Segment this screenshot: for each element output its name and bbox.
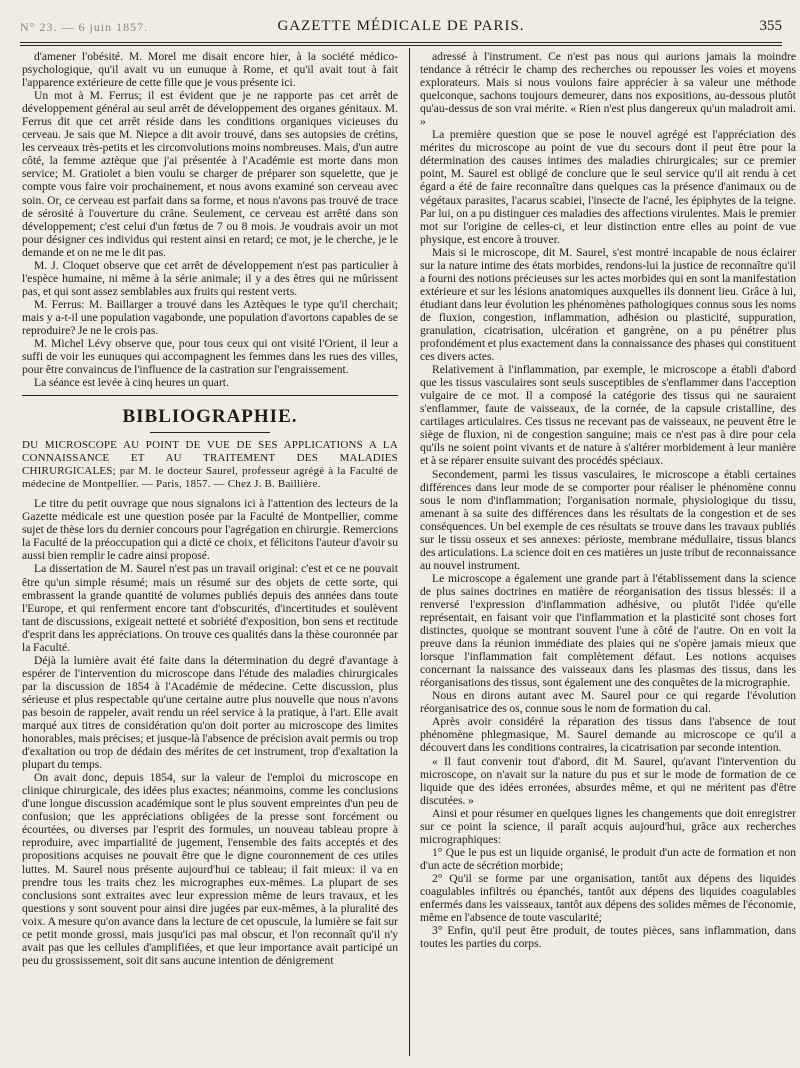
paragraph: M. Ferrus: M. Baillarger a trouvé dans les Aztèques le type qu'il cherchait; mais y a-t-il une population vagabonde, une population d'avortons capables de se reproduire? Je ne le crois pas. [22,297,398,337]
paragraph: Mais si le microscope, dit M. Saurel, s'est montré incapable de nous éclairer sur la nature intime des états morbides, rendons-lui la justice de reconnaître qu'il a fourni des notions précieuses sur les actes morbides qui en sont la manifestation extérieure et sur les lésions anatomiques auxquelles ils donnent lieu. Grâce à lui, étudiant dans leur évolution les phénomènes pathologiques connus sous les noms de fluxion, congestion, inflammation, adhésion ou plasticité, suppuration, granulation, cicatrisation, ulcération et gangrène, on a pu pénétrer plus profondément et plus exactement dans la connaissance des phases qui constituent ces divers actes. [420,245,796,364]
paragraph: adressé à l'instrument. Ce n'est pas nous qui aurions jamais la moindre tendance à rétrécir le champ des recherches ou repousser les voies et moyens explorateurs. Mais si nous voulons faire apprécier à sa valeur une méthode quelconque, sachons toujours demeurer, dans nos expositions, au-dessous plutôt qu'au-dessus de son vrai mérite. « Rien n'est plus dangereux qu'un maladroit ami. » [420,50,796,129]
quote-paragraph: « Il faut convenir tout d'abord, dit M. Saurel, qu'avant l'intervention du microscope, on n'avait sur la nature du pus et sur le mode de formation de ce liquide que des idées erronées, absurdes même, et qui ne méritent pas d'être discutées. » [420,754,796,807]
book-reference: DU MICROSCOPE AU POINT DE VUE DE SES APPLICATIONS A LA CONNAISSANCE ET AU TRAITEMENT DES MALADIES CHIRURGICALES; par M. le docteur Saurel, professeur agrégé à la Faculté de médecine de Montpellier. — Paris, 1857. — Chez J. B. Baillière. [22,439,398,491]
paragraph: Déjà la lumière avait été faite dans la détermination du degré d'avantage à espérer de l'intervention du microscope dans l'étude des maladies chirurgicales par la discussion de 1854 à l'Académie de médecine. Cette discussion, plus sérieuse et plus respectable qu'une certaine autre plus nouvelle que nous n'avons pas besoin de rappeler, avait rendu un réel service à la pratique, à l'art. Elle avait marqué aux titres de considération qu'on doit porter au microscope des limites honorables, mais précises; et jusque-là l'absence de précision avait permis ou trop d'exaltation ou trop de dédain des mérites de cet instrument, trop d'exaltation la plupart du temps. [22,653,398,772]
section-title: BIBLIOGRAPHIE. [122,406,298,428]
paragraph: M. J. Cloquet observe que cet arrêt de développement n'est pas particulier à l'espèce humaine, ni même à la série animale; il y a des êtres qui ne mûrissent pas, et qui sont assez semblables aux fruits qui restent verts. [22,258,398,298]
page-header [20,18,782,40]
section-rule [22,395,398,396]
paragraph: On avait donc, depuis 1854, sur la valeur de l'emploi du microscope en clinique chirurgicale, des idées plus exactes; néanmoins, comme les conclusions d'une longue discussion académique sont le plus souvent empreintes d'un peu de confusion; que les appréciations obligées de la presse sont forcément ou écourtées, ou diverses par l'esprit des formules, un nouveau tableau propre à reproduire, avec impartialité de jugement, l'ensemble des faits acceptés et des propositions acquises ne pouvait être que le digne couronnement de ces utiles luttes. M. Saurel nous présente aujourd'hui ce tableau; il fait mieux: il va en prendre tous les traits chez les micrographes eux-mêmes. La plupart de ses conclusions sont extraites avec leur expression même de leurs travaux, et les questions y sont souvent pour ainsi dire jugées par eux-mêmes, à la pluralité des voix. A mesure qu'on avance dans la lecture de cet opuscule, la lumière se fait sur ce petit monde grossi, mais jusqu'ici pas mal obscur, et l'on reconnaît qu'il n'y avait pas que les cellules d'amplifiées, et que leur importance avait participé un peu du grossissement, soit dit sans aucune intention de dénigrement [22,771,398,967]
paragraph: Après avoir considéré la réparation des tissus dans l'absence de tout phénomène phlegmasique, M. Saurel demande au microscope ce qu'il a découvert dans les conditions contraires, la cicatrisation par seconde intention. [420,715,796,755]
issue-date: N° 23. — 6 juin 1857. [20,20,149,34]
list-item: 2° Qu'il se forme par une organisation, tantôt aux dépens des liquides coagulables infiltrés ou épanchés, tantôt aux dépens des liquides coagulables enfermés dans les vaisseaux, tantôt aux dépens des solides mêmes de l'économie, même en l'absence de toute vascularité; [420,871,796,925]
title-underline [150,432,270,433]
column-divider [409,48,410,1056]
list-item: 1° Que le pus est un liquide organisé, le produit d'un acte de formation et non d'un acte de sécrétion morbide; [420,845,796,872]
page-number: 355 [759,18,782,34]
paragraph: Le titre du petit ouvrage que nous signalons ici à l'attention des lecteurs de la Gazette médicale est une question posée par la Faculté de Montpellier, comme sujet de thèse lors du dernier concours pour l'agrégation en chirurgie. Remercions la Faculté de la préoccupation qui a dicté ce choix, et félicitons l'auteur d'avoir su aussi bien remplir le cadre ainsi proposé. [22,497,398,563]
paragraph: M. Michel Lévy observe que, pour tous ceux qui ont visité l'Orient, il leur a suffi de voir les eunuques qui accompagnent les femmes dans les rues des villes, pour être convaincus de l'influence de la castration sur l'engraissement. [22,337,398,377]
paragraph: Ainsi et pour résumer en quelques lignes les changements que doit enregistrer sur ce point la science, il paraît acquis aujourd'hui, grâce aux recherches micrographiques: [420,806,796,846]
header-rule-bottom [20,45,782,46]
journal-title: GAZETTE MÉDICALE DE PARIS. [277,18,525,34]
paragraph: Relativement à l'inflammation, par exemple, le microscope a établi d'abord que les tissus vasculaires sont seuls susceptibles de s'enflammer dans l'acception vulgaire de ce mot. Il a composé la catégorie des tissus qui ne sauraient s'enflammer, faute de vaisseaux, de la cornée, de la capsule cristalline, des cartilages articulaires. Ces tissus ne recevant pas de vaisseaux, ne peuvent être le siège de fluxion, ni de congestion sanguine; mais ce n'est pas à dire pour cela qu'ils ne soient point vivants et de nature à s'altérer morbidement à leur manière et à se réparer ensuite suivant des procédés spéciaux. [420,363,796,468]
header-rule-top [20,42,782,43]
paragraph: La séance est levée à cinq heures un quart. [34,376,229,390]
paragraph: d'amener l'obésité. M. Morel me disait encore hier, à la société médico-psychologique, qu'il avait vu un eunuque à Rome, et qu'il avait tout à fait l'apparence extérieure de cette fille que je vous présente ici. [22,50,398,90]
paragraph: La première question que se pose le nouvel agrégé est l'appréciation des mérites du microscope au point de vue du secours dont il peut être pour la détermination des causes intimes des maladies chirurgicales; sur ce premier point, M. Saurel est obligé de conclure que le seul service qu'il ait rendu à cet égard a été de faire reconnaître dans quelques cas la présence d'animaux ou de végétaux parasites, l'acarus scabiei, l'insecte de l'acné, les épiphytes de la teigne. Par lui, on a pu distinguer ces maladies des affections virulentes. Mais le premier mot sur l'origine de celles-ci, et leur distinction entre elles au point de vue physique, est encore à trouver. [420,128,796,246]
list-item: 3° Enfin, qu'il peut être produit, de toutes pièces, sans inflammation, dans toutes les parties du corps. [420,924,796,951]
paragraph: La dissertation de M. Saurel n'est pas un travail original: c'est et ce ne pouvait être qu'un simple résumé; mais un résumé sur des objets de cette sorte, qui embrassent la grande quantité de volumes publiés depuis des années dans toute l'Europe, et qui renferment encore tant d'obscurités, d'incertitudes et soulèvent tant de discussions, exigeait netteté et sobriété d'exposition, bon sens et rectitude d'esprit dans les appréciations. On trouve ces qualités dans la thèse couronnée par la Faculté. [22,562,398,654]
right-column [420,50,796,950]
left-column [22,50,398,967]
paragraph: Un mot à M. Ferrus; il est évident que je ne rapporte pas cet arrêt de développement général au seul arrêt de développement des organes génitaux. M. Ferrus dit que cet arrêt réside dans les conditions organiques vicieuses du cerveau. Je sais que M. Niepce a dit avoir trouvé, dans ses autopsies de crétins, les cerveaux très-petits et les circonvolutions moins nombreuses. Mais, d'un autre côté, la femme aztèque que j'ai présentée à l'Académie est morte dans mon service; M. Gratiolet a bien voulu se charger de préparer son squelette, que je compte vous faire voir prochainement, et nous avons examiné son cerveau avec soin. Or, ce cerveau est parfait dans sa forme, et nous n'avons pas trouvé de trace de sérosité à l'ouverture du crâne. Seulement, ce cerveau est arrêté dans son développement; c'est celui d'un fœtus de 7 ou 8 mois. Je voudrais avoir un mot pour désigner ces individus qui restent ainsi en retard; ce mot, je le cherche, je le demande et on ne me le dit pas. [22,89,398,259]
paragraph: Secondement, parmi les tissus vasculaires, le microscope a établi certaines différences dans leur mode de se comporter pour réaliser le phénomène connu sous le nom d'inflammation; l'organisation normale, physiologique du tissu, amenant à sa suite des différences dans les résultats de la congestion et de ses conséquences. Un bel exemple de ces résultats se trouve dans les travaux publiés sur le tissu osseux et ses annexes: périoste, membrane médullaire, tissus blancs des articulations. La science doit en ces matières un juste tribut de reconnaissance au nouvel instrument. [420,467,796,572]
paragraph: Le microscope a également une grande part à l'établissement dans la science de plus saines doctrines en matière de réorganisation des tissus blessés: il a renversé l'expression d'inflammation adhésive, ou plutôt l'idée qu'elle représentait, en faisant voir que l'inflammation et la plasticité sont choses fort distinctes, quoique se montrant souvent l'une à côté de l'autre. On en voit la preuve dans la réunion immédiate des plaies qui ne s'opère jamais mieux que lorsque l'inflammation fait complètement défaut. Les notions acquises concernant la naissance des vaisseaux dans les plasmas des tissus, dans les réorganisations des tissus, sont également une des conquêtes de la micrographie. [420,571,796,690]
paragraph: Nous en dirons autant avec M. Saurel pour ce qui regarde l'évolution réorganisatrice des os, connue sous le nom de formation du cal. [420,689,796,716]
